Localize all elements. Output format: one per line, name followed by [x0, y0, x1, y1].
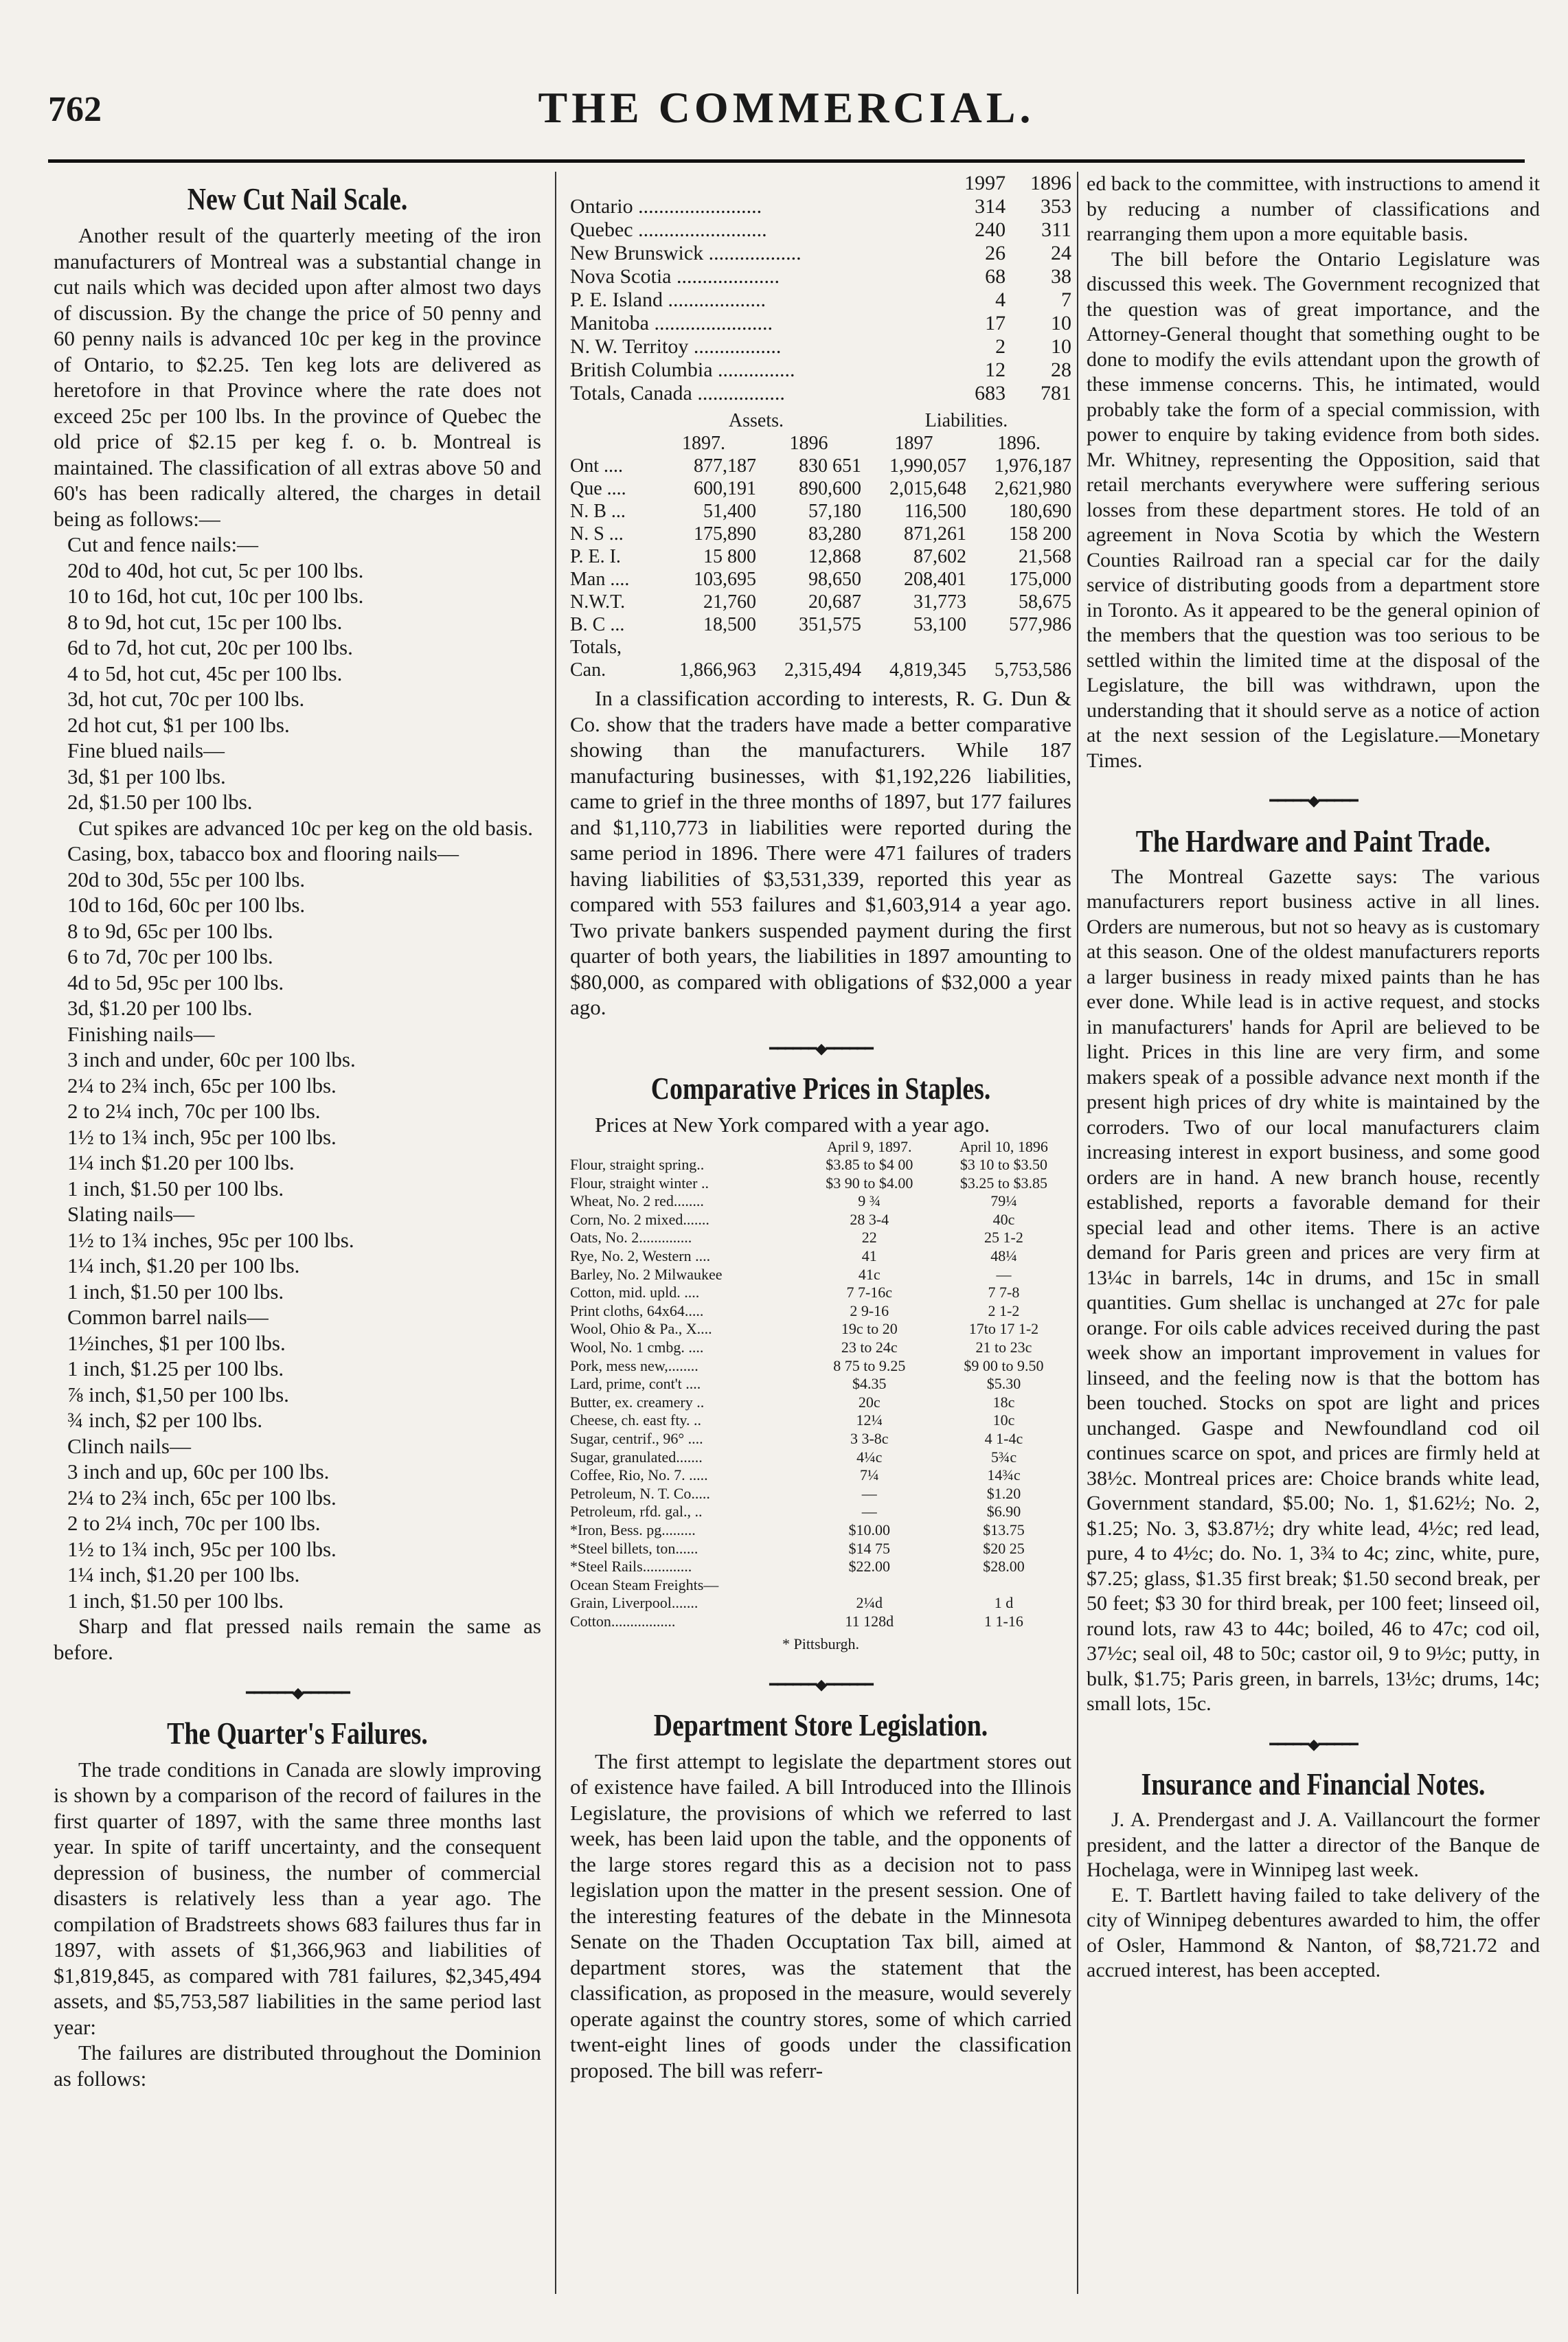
- article-paragraph: In a classification according to interests, R. G. Dun & Co. show that the traders have made a better comparative showing than the manufacturers. While 187 manufacturing businesses, with $1,192,226 liabilities, came to grief in the three months of 1897, but 177 failures and $1,110,773 in liabilities were reported during the same period in 1896. There were 471 failures of traders having liabilities of $3,531,339, reported this year as compared with 553 failures and $1,603,914 a year ago. Two private bankers suspended payment during the first quarter of both years, the liabilities in 1897 amounting to $80,000, as compared with obligations of $32,000 a year ago.: [570, 686, 1071, 1019]
- table-cell: 175,890: [693, 523, 756, 545]
- table-cell: Pork, mess new,........: [570, 1356, 698, 1374]
- table-cell: Totals, Canada .................: [570, 382, 785, 405]
- table-cell: 1997: [964, 172, 1006, 194]
- table-cell: P. E. I.: [570, 546, 621, 567]
- table-cell: 8 75 to 9.25: [833, 1356, 906, 1374]
- table-cell: 2,015,648: [889, 478, 966, 499]
- table-cell: 1896: [1030, 172, 1071, 194]
- table-cell: $14 75: [848, 1539, 891, 1557]
- table-cell: $6.90: [986, 1503, 1021, 1521]
- table-cell: [570, 432, 651, 455]
- table-cell: 4: [995, 288, 1006, 311]
- failures-by-province-table: [570, 172, 1071, 405]
- table-row: [570, 1448, 1071, 1467]
- table-cell: 26: [985, 242, 1006, 264]
- table-cell: Print cloths, 64x64.....: [570, 1301, 704, 1319]
- table-cell: —: [861, 1503, 877, 1521]
- table-cell: *Steel Rails.............: [570, 1558, 692, 1576]
- table-cell: Manitoba .......................: [570, 312, 773, 334]
- table-cell: [756, 636, 861, 659]
- table-cell: Lard, prime, cont't ....: [570, 1375, 701, 1393]
- table-cell: 83,280: [808, 523, 861, 545]
- list-item: 3d, $1.20 per 100 lbs.: [67, 996, 253, 1020]
- table-cell: $9 00 to 9.50: [964, 1356, 1044, 1374]
- table-row: [570, 659, 1071, 681]
- table-row: [570, 568, 1071, 591]
- table-cell: 208,401: [903, 569, 966, 590]
- table-row: [570, 591, 1071, 613]
- table-cell: 890,600: [798, 478, 861, 499]
- list-item: Finishing nails—: [67, 1021, 215, 1046]
- table-cell: Assets.: [728, 410, 784, 431]
- list-item: 1¼ inch, $1.20 per 100 lbs.: [67, 1562, 300, 1587]
- table-cell: 116,500: [904, 501, 966, 522]
- table-cell: $13.75: [983, 1521, 1025, 1538]
- table-cell: 1896.: [997, 433, 1041, 454]
- table-cell: 3 3-8c: [850, 1430, 889, 1447]
- table-cell: 14¾c: [987, 1466, 1021, 1484]
- table-row: [570, 335, 1071, 359]
- table-cell: 1897: [894, 433, 933, 454]
- table-cell: 351,575: [798, 614, 861, 635]
- section-divider: ━━━━━━◆━━━━━━: [769, 1676, 872, 1694]
- list-item: Casing, box, tabacco box and flooring nails—: [67, 841, 459, 865]
- table-row: [570, 1320, 1071, 1339]
- table-cell: 7¼: [860, 1466, 879, 1484]
- table-cell: 12: [985, 359, 1006, 381]
- list-item: Cut and fence nails:—: [67, 532, 259, 556]
- section-divider: ━━━━━◆━━━━━: [1269, 1735, 1357, 1753]
- table-cell: New Brunswick ..................: [570, 242, 802, 264]
- list-item: 2 to 2¼ inch, 70c per 100 lbs.: [67, 1511, 321, 1535]
- table-cell: 19c to 20: [841, 1320, 898, 1338]
- table-cell: N.W.T.: [570, 591, 626, 613]
- table-row: [570, 1284, 1071, 1302]
- table-cell: 180,690: [1009, 501, 1071, 522]
- table-row: [570, 242, 1071, 265]
- table-cell: $1.20: [986, 1484, 1021, 1502]
- table-cell: 4,819,345: [889, 659, 966, 681]
- table-cell: Ont ....: [570, 455, 623, 477]
- table-cell: $10.00: [848, 1521, 891, 1538]
- article-title: Department Store Legislation.: [653, 1707, 988, 1742]
- table-row: [570, 1174, 1071, 1193]
- table-row: [570, 1430, 1071, 1448]
- table-cell: Cheese, ch. east fty. ..: [570, 1411, 702, 1429]
- table-row: [570, 1211, 1071, 1229]
- table-cell: 353: [1041, 195, 1071, 218]
- table-cell: Petroleum, rfd. gal., ..: [570, 1503, 703, 1521]
- article-title: Insurance and Financial Notes.: [1141, 1766, 1486, 1801]
- table-cell: 103,695: [693, 569, 756, 590]
- table-row: [570, 1485, 1071, 1503]
- table-cell: Ocean Steam Freights—: [570, 1576, 719, 1593]
- table-cell: Can.: [570, 659, 606, 681]
- header-rule: [48, 159, 1525, 163]
- table-cell: Cotton.................: [570, 1612, 676, 1630]
- article-title: Comparative Prices in Staples.: [650, 1071, 991, 1106]
- table-cell: [570, 1138, 803, 1157]
- table-cell: 31,773: [913, 591, 966, 613]
- table-cell: N. B ...: [570, 501, 626, 522]
- table-cell: 15 800: [703, 546, 756, 567]
- list-item: 1¼ inch $1.20 per 100 lbs.: [67, 1150, 295, 1174]
- table-row: [570, 288, 1071, 312]
- table-row: [570, 1576, 1071, 1595]
- section-divider: ━━━━━◆━━━━━: [1269, 792, 1357, 809]
- table-row: [570, 1521, 1071, 1540]
- list-item: 4 to 5d, hot cut, 45c per 100 lbs.: [67, 661, 343, 685]
- list-item: 10 to 16d, hot cut, 10c per 100 lbs.: [67, 584, 364, 608]
- table-cell: 1896: [789, 433, 828, 454]
- article-title: New Cut Nail Scale.: [187, 181, 408, 216]
- list-item: 1 inch, $1.50 per 100 lbs.: [67, 1279, 284, 1304]
- table-cell: Wheat, No. 2 red........: [570, 1192, 704, 1210]
- table-cell: 21,760: [703, 591, 756, 613]
- table-cell: 175,000: [1009, 569, 1071, 590]
- table-cell: 5¾c: [990, 1448, 1017, 1466]
- table-row: [570, 172, 1071, 195]
- table-row: [570, 1357, 1071, 1376]
- table-cell: Petroleum, N. T. Co.....: [570, 1484, 710, 1502]
- table-cell: 10: [1051, 312, 1071, 334]
- table-cell: [936, 1576, 1071, 1595]
- table-cell: P. E. Island ...................: [570, 288, 766, 311]
- table-cell: [570, 409, 651, 432]
- table-cell: Liabilities.: [924, 410, 1008, 431]
- table-cell: $3 90 to $4.00: [826, 1174, 913, 1192]
- list-item: 10d to 16d, 60c per 100 lbs.: [67, 893, 306, 917]
- table-cell: April 10, 1896: [959, 1137, 1048, 1155]
- table-cell: [651, 636, 756, 659]
- nail-price-list: [54, 841, 541, 1613]
- table-cell: 28: [1051, 359, 1071, 381]
- table-cell: Grain, Liverpool.......: [570, 1594, 698, 1612]
- table-cell: 158 200: [1009, 523, 1071, 545]
- table-cell: N. S ...: [570, 523, 624, 545]
- table-cell: Ontario ........................: [570, 195, 762, 218]
- list-item: 1 inch, $1.25 per 100 lbs.: [67, 1356, 284, 1380]
- table-row: [570, 1375, 1071, 1394]
- article-paragraph: E. T. Bartlett having failed to take delivery of the city of Winnipeg debentures awarded to him, the offer of Osler, Hammond & Nanton, of $8,721.72 and accrued interest, has been accepted.: [1087, 1883, 1540, 1981]
- table-cell: Sugar, granulated.......: [570, 1448, 703, 1466]
- table-cell: British Columbia ...............: [570, 359, 795, 381]
- table-cell: *Iron, Bess. pg.........: [570, 1521, 696, 1538]
- article-paragraph: Cut spikes are advanced 10c per keg on the old basis.: [78, 815, 534, 840]
- table-cell: 58,675: [1019, 591, 1071, 613]
- column-3: [1087, 172, 1540, 2301]
- table-cell: 23 to 24c: [841, 1339, 898, 1356]
- list-item: 2¼ to 2¾ inch, 65c per 100 lbs.: [67, 1073, 337, 1098]
- table-row: [570, 1302, 1071, 1321]
- table-cell: $28.00: [983, 1558, 1025, 1576]
- table-cell: 1,990,057: [889, 455, 966, 477]
- table-cell: 11 128d: [845, 1612, 894, 1630]
- table-cell: 9 ¾: [858, 1192, 881, 1210]
- table-cell: [861, 636, 966, 659]
- table-cell: 10c: [992, 1411, 1015, 1429]
- table-row: [570, 1503, 1071, 1521]
- table-cell: 7 7-8: [988, 1284, 1020, 1301]
- table-cell: 2,315,494: [784, 659, 861, 681]
- section-divider: ━━━━━━◆━━━━━━: [246, 1684, 349, 1701]
- table-cell: 4¼c: [856, 1448, 883, 1466]
- table-cell: 2 1-2: [988, 1301, 1020, 1319]
- table-cell: 4 1-4c: [984, 1430, 1023, 1447]
- assets-liabilities-table: [570, 409, 1071, 681]
- list-item: 1½ to 1¾ inch, 95c per 100 lbs.: [67, 1536, 337, 1561]
- table-row: [570, 382, 1071, 405]
- article-title: The Quarter's Failures.: [167, 1715, 428, 1751]
- table-row: [570, 1594, 1071, 1613]
- article-paragraph: The trade conditions in Canada are slowly improving is shown by a comparison of the record of failures in the first quarter of 1897, with the same three months last year. In spite of tariff uncertainty, and the consequent depression of business, the number of commercial disasters is relatively less than a year ago. The compilation of Bradstreets shows 683 failures thus far in 1897, with assets of $1,366,963 and liabilities of $1,819,845, as compared with 781 failures, $2,345,494 assets, and $5,753,587 liabilities in the same period last year:: [54, 1757, 541, 2039]
- table-cell: 1,866,963: [679, 659, 756, 681]
- table-row: [570, 312, 1071, 335]
- table-cell: $3.85 to $4 00: [826, 1156, 913, 1174]
- table-cell: Oats, No. 2..............: [570, 1229, 692, 1247]
- table-cell: *Steel billets, ton......: [570, 1539, 698, 1557]
- table-cell: $4.35: [852, 1375, 887, 1393]
- table-cell: 7 7-16c: [846, 1284, 893, 1301]
- table-row: [570, 1613, 1071, 1631]
- article-paragraph: The first attempt to legislate the department stores out of existence have failed. A bill Introduced into the Illinois Legislature, the provisions of which we referred to last week, has been laid upon the table, and the opponents of the large stores regard this as a decision not to pass legislation upon the matter in the present session. One of the interesting features of the debate in the Minnesota Senate on the Thaden Occuptation Tax bill, aimed at department stores, was the statement that the classification, as proposed in the measure, would severely operate against the country stores, some of which carried twent-eight lines of goods under the classification proposed. The bill was referr-: [570, 1749, 1071, 2082]
- column-rule: [555, 172, 556, 2294]
- table-cell: 24: [1051, 242, 1071, 264]
- table-cell: 240: [975, 218, 1006, 241]
- table-cell: 5,753,586: [995, 659, 1071, 681]
- list-item: Clinch nails—: [67, 1433, 191, 1458]
- table-cell: 22: [861, 1229, 877, 1247]
- table-row: [570, 265, 1071, 288]
- list-item: 1½ to 1¾ inches, 95c per 100 lbs.: [67, 1227, 354, 1252]
- article-paragraph: The failures are distributed throughout the Dominion as follows:: [54, 2040, 541, 2091]
- table-row: [570, 455, 1071, 477]
- table-cell: 871,261: [903, 523, 966, 545]
- list-item: 1½inches, $1 per 100 lbs.: [67, 1330, 286, 1355]
- table-cell: April 9, 1897.: [827, 1137, 912, 1155]
- table-cell: 2¼d: [856, 1594, 883, 1612]
- table-cell: Wool, Ohio & Pa., X....: [570, 1320, 712, 1338]
- table-cell: 51,400: [703, 501, 756, 522]
- table-cell: $20 25: [983, 1539, 1025, 1557]
- table-row: [570, 409, 1071, 432]
- table-cell: 41: [861, 1247, 877, 1265]
- list-item: 1 inch, $1.50 per 100 lbs.: [67, 1588, 284, 1613]
- article-paragraph: Another result of the quarterly meeting of the iron manufacturers of Montreal was a substantial change in cut nails which was decided upon after almost two days of discussion. By the change the price of 50 penny and 60 penny nails is advanced 10c per keg in the province of Ontario, to $2.25. Ten keg lots are delivered as heretofore in that Province where the rate does not exceed 25c per 100 lbs. In the province of Quebec the old price of $2.15 per keg f. o. b. Montreal is maintained. The classification of all extras above 50 and 60's has been radically altered, the charges in detail being as follows:—: [54, 223, 541, 531]
- list-item: 20d to 40d, hot cut, 5c per 100 lbs.: [67, 558, 364, 582]
- column-1: [54, 172, 541, 2301]
- table-cell: 21 to 23c: [975, 1339, 1032, 1356]
- table-cell: 1,976,187: [995, 455, 1071, 477]
- table-cell: 577,986: [1009, 614, 1071, 635]
- table-cell: 68: [985, 265, 1006, 288]
- table-cell: 41c: [858, 1265, 880, 1283]
- table-cell: 12¼: [856, 1411, 883, 1429]
- table-row: [570, 1156, 1071, 1174]
- list-item: 6d to 7d, hot cut, 20c per 100 lbs.: [67, 635, 353, 659]
- table-row: [570, 195, 1071, 218]
- list-item: 2d hot cut, $1 per 100 lbs.: [67, 712, 290, 737]
- table-cell: Que ....: [570, 478, 626, 499]
- table-row: [570, 477, 1071, 500]
- table-cell: Flour, straight spring..: [570, 1156, 705, 1174]
- table-row: [570, 1138, 1071, 1157]
- table-cell: Quebec .........................: [570, 218, 767, 241]
- list-item: 1 inch, $1.50 per 100 lbs.: [67, 1176, 284, 1201]
- page-header: [48, 82, 1525, 144]
- list-item: 1½ to 1¾ inch, 95c per 100 lbs.: [67, 1124, 337, 1149]
- table-row: [570, 1266, 1071, 1284]
- section-divider: ━━━━━━◆━━━━━━: [769, 1039, 872, 1057]
- table-cell: 57,180: [808, 501, 861, 522]
- table-cell: 311: [1041, 218, 1071, 241]
- table-cell: [803, 1576, 936, 1595]
- table-cell: $5.30: [986, 1375, 1021, 1393]
- list-item: 20d to 30d, 55c per 100 lbs.: [67, 867, 306, 891]
- table-cell: 40c: [992, 1210, 1015, 1228]
- table-cell: 98,650: [808, 569, 861, 590]
- table-cell: [966, 636, 1071, 659]
- table-cell: 18,500: [703, 614, 756, 635]
- list-item: 1¼ inch, $1.20 per 100 lbs.: [67, 1253, 300, 1277]
- table-cell: 12,868: [808, 546, 861, 567]
- table-row: [570, 1192, 1071, 1211]
- table-cell: 2: [995, 335, 1006, 358]
- table-row: [570, 1466, 1071, 1485]
- table-cell: 1 1-16: [984, 1612, 1023, 1630]
- table-cell: 53,100: [913, 614, 966, 635]
- article-paragraph: The bill before the Ontario Legislature was discussed this week. The Government recognized that the question was of great importance, and the Attorney-General thought that something ought to be done to modify the evils attendant upon the growth of these immense concerns. This, he intimated, would probably take the form of a special commission, with power to enquire by taking evidence from both sides. Mr. Whitney, representing the Opposition, said that retail merchants everywhere were suffering serious losses from these department stores. He told of an agreement in Nova Scotia by which the Western Counties Railroad ran a special car for the daily service of distributing goods from a department store in Toronto. As it appeared to be the general opinion of the members that the question was too serious to be settled within the limited time at the disposal of the Legislature, the bill was withdrawn, upon the understanding that it should serve as a notice of action at the next session of the Legislature.—Monetary Times.: [1087, 247, 1540, 772]
- table-cell: Totals,: [570, 637, 622, 658]
- table-cell: Sugar, centrif., 96° ....: [570, 1430, 703, 1447]
- table-cell: Coffee, Rio, No. 7. .....: [570, 1466, 708, 1484]
- table-row: [570, 523, 1071, 545]
- list-item: Fine blued nails—: [67, 738, 225, 762]
- nail-price-list: [54, 532, 541, 815]
- table-cell: 18c: [992, 1393, 1015, 1411]
- table-cell: 877,187: [693, 455, 756, 477]
- table-cell: [570, 172, 940, 195]
- table-cell: Man ....: [570, 569, 630, 590]
- table-cell: 48¼: [990, 1247, 1017, 1265]
- table-cell: 781: [1041, 382, 1071, 405]
- list-item: Common barrel nails—: [67, 1305, 269, 1329]
- list-item: 2¼ to 2¾ inch, 65c per 100 lbs.: [67, 1485, 337, 1510]
- table-cell: 830 651: [798, 455, 861, 477]
- table-cell: Flour, straight winter ..: [570, 1174, 709, 1192]
- table-row: [570, 636, 1071, 659]
- table-cell: 683: [975, 382, 1006, 405]
- table-cell: 7: [1061, 288, 1071, 311]
- table-row: [570, 1247, 1071, 1266]
- table-cell: $22.00: [848, 1558, 891, 1576]
- article-paragraph: The Montreal Gazette says: The various manufacturers report business active in all lines. Orders are numerous, but not so heavy as is customary at this season. One of the oldest manufacturers reports a larger business in ready mixed paints than he has ever done. While lead is in active request, and stocks in manufacturers' hands for April are believed to be light. Prices in this line are very firm, and some makers speak of a possible advance next month if the present high prices of dry white is maintained by the corroders. Two of our local manufacturers claim increasing interest in export business, and some good orders are in hand. A new branch house, recently established, reports a favorable demand for their special lead and other items. There is an active demand for Paris green and prices are very firm at 13¼c in barrels, 14c in drums, and 15c in small quantities. Gum shellac is unchanged at 27c for pale orange. For oils cable advices received during the past week show an important improvement in values for linseed, and the feeling now is that the bottom has been touched. Stocks on spot are light and prices unchanged. Gaspe and Newfoundland cod oil continues scarce on spot, and prices are firmly held at 38½c. Montreal prices are: Choice brands white lead, Government standard, $5.00; No. 1, $1.62½; No. 2, $1.25; No. 3, $3.87½; dry white lead, 4½c; red lead, pure, 4 to 4½c; do. No. 1, 3¾ to 4c; zinc, white, pure, $7.25; glass, $1.35 first break; $1.50 second break, per 50 feet; $3 30 for third break, per 100 feet; linseed oil, round lots, raw 43 to 44c; boiled, 46 to 47c; cod oil, 37½c; seal oil, 48 to 50c; castor oil, 9 to 9½c; putty, in bulk, $1.75; Paris green, in barrels, 13½c; drums, 14c; small lots, 15c.: [1087, 865, 1540, 1715]
- article-paragraph: Prices at New York compared with a year ago.: [595, 1113, 990, 1137]
- list-item: 6 to 7d, 70c per 100 lbs.: [67, 944, 273, 968]
- table-cell: N. W. Territoy .................: [570, 335, 782, 358]
- table-cell: Barley, No. 2 Milwaukee: [570, 1265, 723, 1283]
- list-item: 4d to 5d, 95c per 100 lbs.: [67, 970, 284, 994]
- table-cell: B. C ...: [570, 614, 625, 635]
- article-paragraph: J. A. Prendergast and J. A. Vaillancourt the former president, and the latter a director of the Banque de Hochelaga, were in Winnipeg last week.: [1087, 1808, 1540, 1881]
- table-cell: Wool, No. 1 cmbg. ....: [570, 1339, 704, 1356]
- staple-prices-table: [570, 1138, 1071, 1631]
- list-item: ¾ inch, $2 per 100 lbs.: [67, 1408, 263, 1432]
- table-row: [570, 545, 1071, 568]
- column-rule: [1077, 172, 1078, 2294]
- table-row: [570, 1411, 1071, 1430]
- table-row: [570, 1558, 1071, 1576]
- list-item: 8 to 9d, 65c per 100 lbs.: [67, 918, 273, 943]
- article-paragraph: ed back to the committee, with instructions to amend it by reducing a number of classifications and rearranging them upon a more equitable basis.: [1087, 172, 1540, 245]
- table-row: [570, 1540, 1071, 1558]
- list-item: 3 inch and up, 60c per 100 lbs.: [67, 1459, 330, 1483]
- table-cell: 20,687: [808, 591, 861, 613]
- table-row: [570, 1394, 1071, 1412]
- list-item: 3d, $1 per 100 lbs.: [67, 764, 226, 788]
- list-item: ⅞ inch, $1,50 per 100 lbs.: [67, 1382, 289, 1407]
- list-item: 2d, $1.50 per 100 lbs.: [67, 790, 253, 814]
- table-cell: 1 d: [994, 1594, 1014, 1612]
- list-item: 3 inch and under, 60c per 100 lbs.: [67, 1047, 356, 1071]
- table-cell: 10: [1051, 335, 1071, 358]
- table-cell: Rye, No. 2, Western ....: [570, 1247, 711, 1265]
- table-cell: 2 9-16: [850, 1301, 889, 1319]
- table-cell: 17to 17 1-2: [968, 1320, 1039, 1338]
- article-paragraph: Sharp and flat pressed nails remain the same as before.: [54, 1614, 541, 1664]
- table-cell: —: [996, 1265, 1012, 1283]
- table-row: [570, 359, 1071, 382]
- table-row: [570, 613, 1071, 636]
- table-cell: 28 3-4: [850, 1210, 889, 1228]
- table-cell: 17: [985, 312, 1006, 334]
- list-item: 2 to 2¼ inch, 70c per 100 lbs.: [67, 1099, 321, 1123]
- table-row: [570, 218, 1071, 242]
- table-cell: 20c: [858, 1393, 880, 1411]
- table-cell: 79¼: [990, 1192, 1017, 1210]
- list-item: Slating nails—: [67, 1202, 195, 1226]
- table-cell: 2,621,980: [995, 478, 1071, 499]
- page-number: 762: [48, 90, 102, 129]
- table-row: [570, 500, 1071, 523]
- table-row: [570, 1339, 1071, 1357]
- table-cell: $3.25 to $3.85: [959, 1174, 1048, 1192]
- table-row: [570, 1229, 1071, 1247]
- table-cell: 25 1-2: [984, 1229, 1023, 1247]
- table-cell: 600,191: [693, 478, 756, 499]
- table-cell: Butter, ex. creamery ..: [570, 1393, 705, 1411]
- table-cell: 21,568: [1019, 546, 1071, 567]
- list-item: 3d, hot cut, 70c per 100 lbs.: [67, 687, 305, 711]
- table-cell: 1897.: [681, 433, 725, 454]
- column-2: [570, 172, 1071, 2301]
- table-cell: Nova Scotia ....................: [570, 265, 780, 288]
- table-cell: Corn, No. 2 mixed.......: [570, 1210, 709, 1228]
- table-cell: —: [861, 1484, 877, 1502]
- table-cell: 314: [975, 195, 1006, 218]
- table-row: [570, 432, 1071, 455]
- table-footnote: * Pittsburgh.: [782, 1635, 860, 1652]
- table-cell: 38: [1051, 265, 1071, 288]
- list-item: 8 to 9d, hot cut, 15c per 100 lbs.: [67, 609, 343, 634]
- table-cell: 87,602: [913, 546, 966, 567]
- table-cell: $3 10 to $3.50: [959, 1156, 1048, 1174]
- masthead: THE COMMERCIAL.: [538, 83, 1035, 132]
- table-cell: Cotton, mid. upld. ....: [570, 1284, 700, 1301]
- article-title: The Hardware and Paint Trade.: [1135, 823, 1491, 859]
